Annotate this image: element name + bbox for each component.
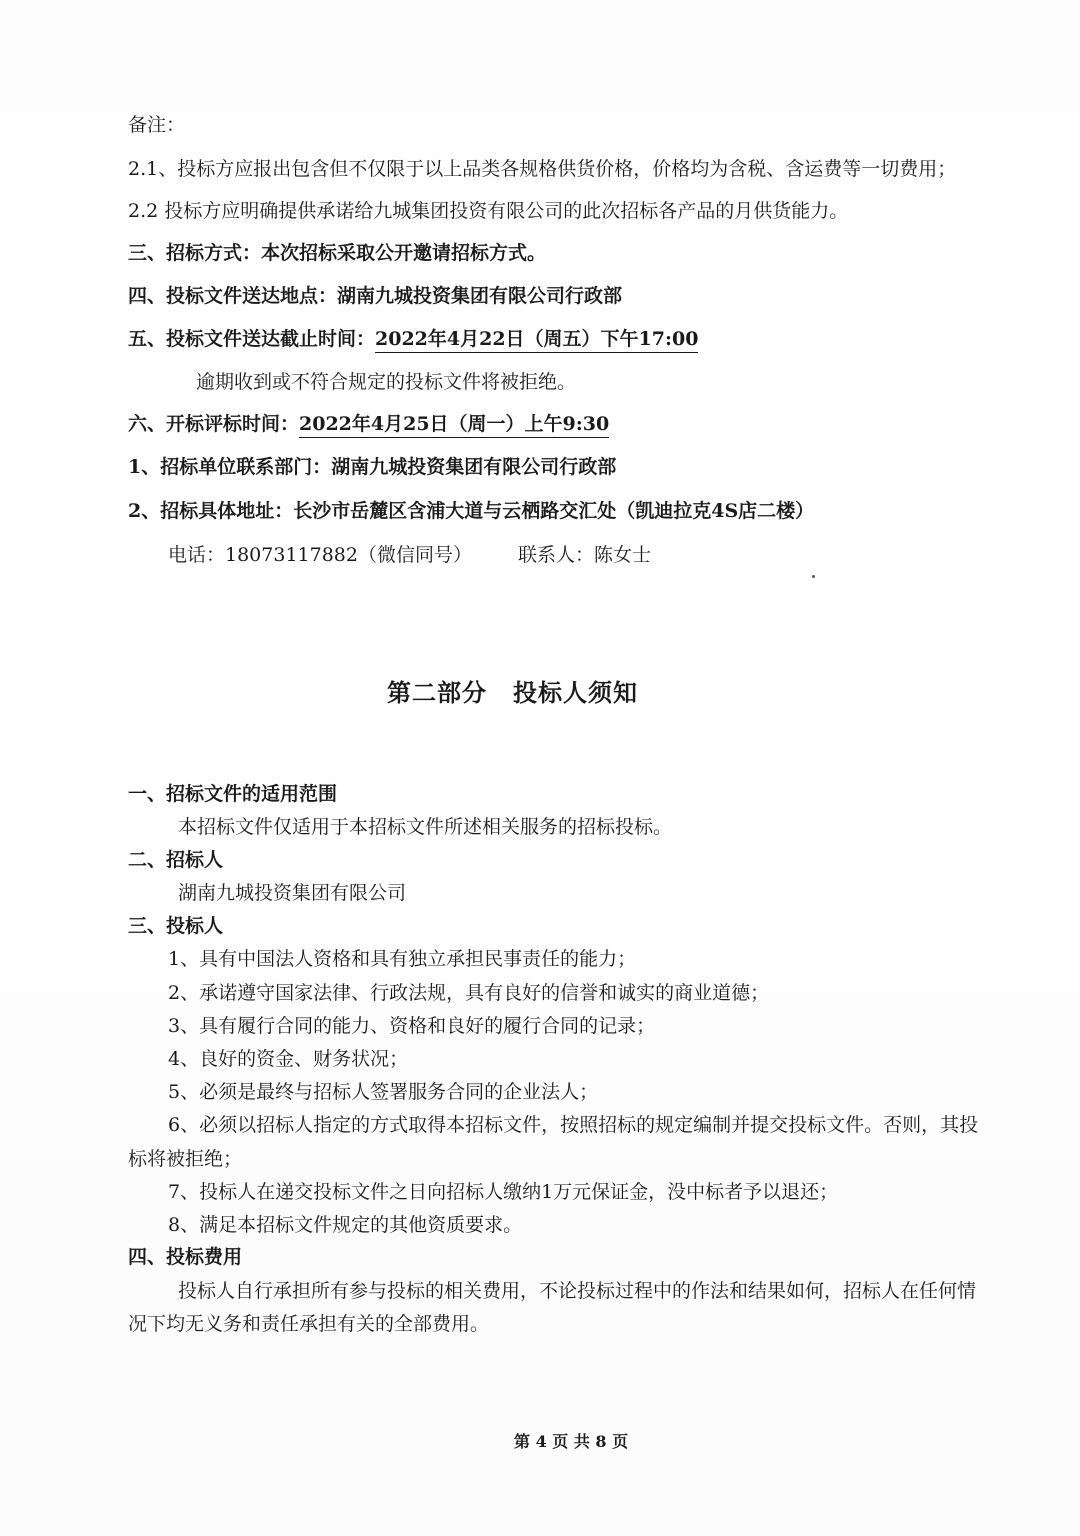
note-2-2: 2.2 投标方应明确提供承诺给九城集团投资有限公司的此次招标各产品的月供货能力。 xyxy=(128,200,849,222)
bidding-address: 2、招标具体地址：长沙市岳麓区含浦大道与云栖路交汇处（凯迪拉克4S店二楼） xyxy=(128,500,815,522)
deadline-note: 逾期收到或不符合规定的投标文件将被拒绝。 xyxy=(196,371,577,393)
notes-heading: 备注： xyxy=(128,114,186,136)
scan-speck xyxy=(812,575,815,578)
deadline-value: 2022年4月22日（周五）下午17:00 xyxy=(375,328,698,353)
part-two-name: 投标人须知 xyxy=(513,678,638,707)
section-bidding-method: 三、招标方式：本次招标采取公开邀请招标方式。 xyxy=(128,242,547,264)
bidder-requirement: 3、具有履行合同的能力、资格和良好的履行合同的记录； xyxy=(168,1015,656,1037)
bidder-requirement: 2、承诺遵守国家法律、行政法规，具有良好的信誉和诚实的商业道德； xyxy=(168,982,770,1004)
bidder-requirement-continued: 标将被拒绝； xyxy=(128,1148,243,1170)
section-delivery-location: 四、投标文件送达地点：湖南九城投资集团有限公司行政部 xyxy=(128,285,623,307)
part-two-label: 第二部分 xyxy=(387,678,487,707)
part-two-title xyxy=(387,678,638,707)
bidder-requirement: 7、投标人在递交投标文件之日向招标人缴纳1万元保证金，没中标者予以退还； xyxy=(168,1181,839,1203)
phone-number: 电话：18073117882（微信同号） xyxy=(168,544,472,566)
contact-department: 1、招标单位联系部门：湖南九城投资集团有限公司行政部 xyxy=(128,456,617,478)
heading-scope: 一、招标文件的适用范围 xyxy=(128,783,338,805)
heading-bid-cost: 四、投标费用 xyxy=(128,1246,243,1268)
note-2-1: 2.1、投标方应报出包含但不仅限于以上品类各规格供货价格，价格均为含税、含运费等一切费用； xyxy=(128,158,957,180)
section-deadline xyxy=(128,330,698,349)
bidder-requirement: 8、满足本招标文件规定的其他资质要求。 xyxy=(168,1214,523,1236)
tenderer-name: 湖南九城投资集团有限公司 xyxy=(178,882,407,904)
deadline-label: 五、投标文件送达截止时间： xyxy=(128,328,376,350)
opening-label: 六、开标评标时间： xyxy=(128,413,300,435)
bidder-requirement: 6、必须以招标人指定的方式取得本招标文件，按照招标的规定编制并提交投标文件。否则，其投 xyxy=(168,1114,979,1136)
bid-cost-text: 投标人自行承担所有参与投标的相关费用，不论投标过程中的作法和结果如何，招标人在任何情 xyxy=(178,1280,977,1302)
scope-text: 本招标文件仅适用于本招标文件所述相关服务的招标投标。 xyxy=(178,816,673,838)
bidder-requirement: 1、具有中国法人资格和具有独立承担民事责任的能力； xyxy=(168,948,637,970)
bidder-requirement: 4、良好的资金、财务状况； xyxy=(168,1048,409,1070)
bid-cost-text-continued: 况下均无义务和责任承担有关的全部费用。 xyxy=(128,1313,490,1335)
page-number: 第 4 页 共 8 页 xyxy=(514,1432,629,1451)
bidder-requirement: 5、必须是最终与招标人签署服务合同的企业法人； xyxy=(168,1081,599,1103)
section-opening-time xyxy=(128,415,609,434)
contact-line xyxy=(168,546,651,565)
contact-person: 联系人：陈女士 xyxy=(517,544,651,566)
heading-bidder: 三、投标人 xyxy=(128,915,224,937)
heading-tenderer: 二、招标人 xyxy=(128,849,224,871)
opening-value: 2022年4月25日（周一）上午9:30 xyxy=(299,413,609,438)
